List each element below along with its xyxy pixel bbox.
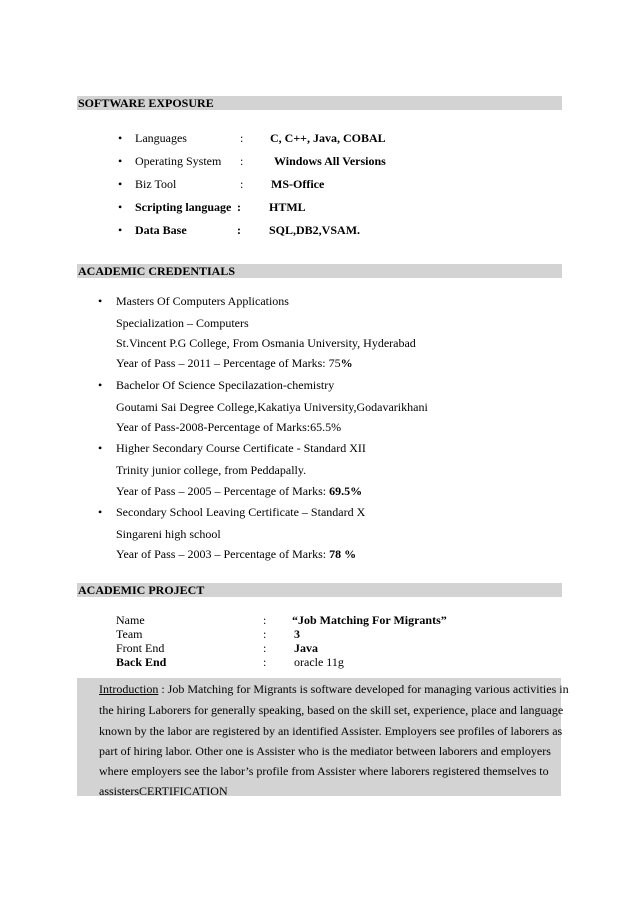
credential-year	[116, 547, 356, 561]
project-label: Team	[116, 627, 143, 641]
bullet-icon: •	[98, 378, 103, 392]
credential-year	[116, 420, 341, 434]
intro-line: the hiring Laborers for generally speaking, based on the skill set, experience, place and language	[99, 703, 564, 717]
credential-degree: Higher Secondary Course Certificate - Standard XII	[116, 441, 366, 455]
software-label: Scripting language	[135, 200, 232, 214]
software-separator: :	[237, 200, 241, 214]
project-separator: :	[263, 655, 267, 669]
software-label: Operating System	[135, 154, 222, 168]
intro-line	[99, 682, 569, 696]
section-header-academic-credentials: ACADEMIC CREDENTIALS	[77, 264, 562, 278]
credential-year-bold: 78 %	[329, 547, 357, 561]
software-separator: :	[240, 154, 244, 168]
intro-text: : Job Matching for Migrants is software developed for managing various activities in	[158, 682, 569, 696]
credential-degree: Masters Of Computers Applications	[116, 294, 289, 308]
software-separator: :	[240, 131, 244, 145]
project-value: Java	[294, 641, 318, 655]
credential-year-text: Year of Pass – 2005 – Percentage of Marks:	[116, 484, 330, 498]
bullet-icon: •	[98, 505, 103, 519]
credential-detail: Trinity junior college, from Peddapally.	[116, 463, 307, 477]
software-value: MS-Office	[271, 177, 325, 191]
intro-label: Introduction	[99, 682, 159, 696]
software-separator: :	[237, 223, 241, 237]
bullet-icon: •	[118, 131, 123, 145]
intro-line: where employers see the labor’s profile from Assister where laborers registered themselves to	[99, 764, 549, 778]
software-label: Biz Tool	[135, 177, 177, 191]
project-value: oracle 11g	[294, 655, 344, 669]
bullet-icon: •	[118, 154, 123, 168]
software-label: Languages	[135, 131, 187, 145]
credential-year-text: Year of Pass – 2011 – Percentage of Marks: 75	[116, 356, 341, 370]
credential-year-text: Year of Pass – 2003 – Percentage of Marks:	[116, 547, 330, 561]
project-separator: :	[263, 613, 267, 627]
software-separator: :	[240, 177, 244, 191]
credential-year-bold: %	[340, 356, 353, 370]
credential-year-text: Year of Pass-2008-Percentage of Marks:65.5%	[116, 420, 342, 434]
bullet-icon: •	[98, 294, 103, 308]
section-header-academic-project: ACADEMIC PROJECT	[77, 583, 562, 597]
credential-degree: Bachelor Of Science Specilazation-chemistry	[116, 378, 335, 392]
credential-detail: St.Vincent P.G College, From Osmania University, Hyderabad	[116, 336, 416, 350]
intro-line: known by the labor are registered by an identified Assister. Employers see profiles of laborers as	[99, 724, 563, 738]
credential-detail: Goutami Sai Degree College,Kakatiya University,Godavarikhani	[116, 400, 428, 414]
section-header-software-exposure: SOFTWARE EXPOSURE	[77, 96, 562, 110]
bullet-icon: •	[118, 177, 123, 191]
project-value: “Job Matching For Migrants”	[292, 613, 447, 627]
project-value: 3	[294, 627, 300, 641]
software-value: Windows All Versions	[274, 154, 386, 168]
credential-year	[116, 356, 353, 370]
bullet-icon: •	[98, 441, 103, 455]
project-separator: :	[263, 627, 267, 641]
credential-year-bold: 69.5%	[329, 484, 363, 498]
bullet-icon: •	[118, 200, 123, 214]
credential-year	[116, 484, 362, 498]
project-label: Name	[116, 613, 145, 627]
credential-degree: Secondary School Leaving Certificate – Standard X	[116, 505, 366, 519]
project-label: Back End	[116, 655, 167, 669]
software-value: SQL,DB2,VSAM.	[269, 223, 361, 237]
software-label: Data Base	[135, 223, 187, 237]
credential-detail: Specialization – Computers	[116, 316, 249, 330]
project-separator: :	[263, 641, 267, 655]
credential-detail: Singareni high school	[116, 527, 221, 541]
project-label: Front End	[116, 641, 165, 655]
bullet-icon: •	[118, 223, 123, 237]
software-value: HTML	[269, 200, 306, 214]
intro-line: assistersCERTIFICATION	[99, 784, 228, 798]
software-value: C, C++, Java, COBAL	[270, 131, 386, 145]
intro-line: part of hiring labor. Other one is Assister who is the mediator between laborers and employers	[99, 744, 551, 758]
